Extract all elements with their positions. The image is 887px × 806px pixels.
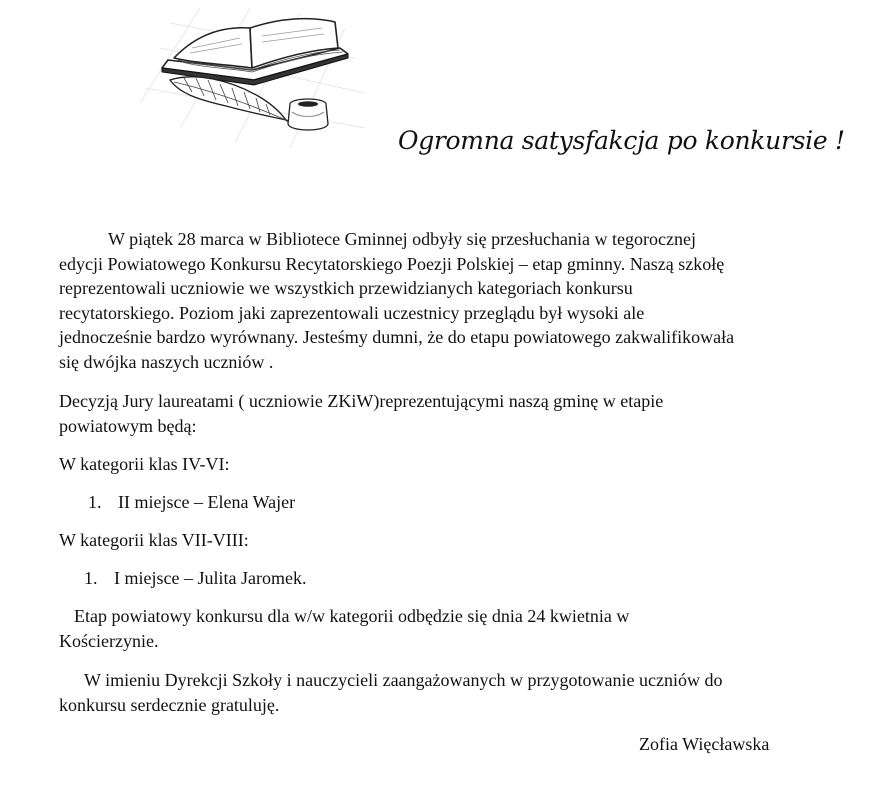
document-title: Ogromna satysfakcja po konkursie ! — [398, 126, 845, 155]
paragraph-line: edycji Powiatowego Konkursu Recytatorskiego Poezji Polskiej – etap gminny. Naszą szkołę — [59, 253, 725, 274]
paragraph-line: Kościerzynie. — [59, 630, 159, 651]
paragraph-stage — [59, 604, 629, 653]
list-text: II miejsce – Elena Wajer — [118, 492, 296, 512]
list-number: 1. — [84, 568, 98, 588]
paragraph-line: się dwójka naszych uczniów . — [59, 351, 274, 372]
paragraph-line: Etap powiatowy konkursu dla w/w kategorii odbędzie się dnia 24 kwietnia w — [74, 606, 630, 626]
paragraph-line: recytatorskiego. Poziom jaki zaprezentowali uczestnicy przeglądu był wysoki ale — [59, 302, 645, 323]
paragraph-line: konkursu serdecznie gratuluję. — [59, 694, 280, 715]
category-heading-iv-vi — [59, 452, 229, 477]
signature: Zofia Więcławska — [639, 734, 770, 754]
paragraph-congrats — [59, 668, 722, 717]
category-heading-text: W kategorii klas VII-VIII: — [59, 530, 249, 550]
paragraph-line: Decyzją Jury laureatami ( uczniowie ZKiW)reprezentującymi naszą gminę w etapie — [59, 391, 664, 411]
category-heading-text: W kategorii klas IV-VI: — [59, 454, 230, 474]
paragraph-line: reprezentowali uczniowie we wszystkich przewidzianych kategoriach konkursu — [59, 278, 633, 298]
paragraph-line: powiatowym będą: — [59, 415, 197, 436]
list-number: 1. — [88, 492, 102, 512]
category-heading-vii-viii — [59, 528, 249, 553]
paragraph-line: W imieniu Dyrekcji Szkoły i nauczycieli zaangażowanych w przygotowanie uczniów do — [84, 670, 723, 690]
paragraph-line: W piątek 28 marca w Bibliotece Gminnej odbyły się przesłuchania w tegorocznej — [108, 229, 696, 249]
paragraph-intro — [59, 227, 734, 374]
list-item — [84, 566, 306, 590]
list-item — [88, 490, 295, 514]
paragraph-line: jednocześnie bardzo wyrównany. Jesteśmy dumni, że do etapu powiatowego zakwalifikowała — [59, 327, 735, 347]
paragraph-jury — [59, 389, 663, 438]
list-text: I miejsce – Julita Jaromek. — [114, 568, 307, 588]
open-book-quill-inkwell-icon — [140, 8, 370, 158]
